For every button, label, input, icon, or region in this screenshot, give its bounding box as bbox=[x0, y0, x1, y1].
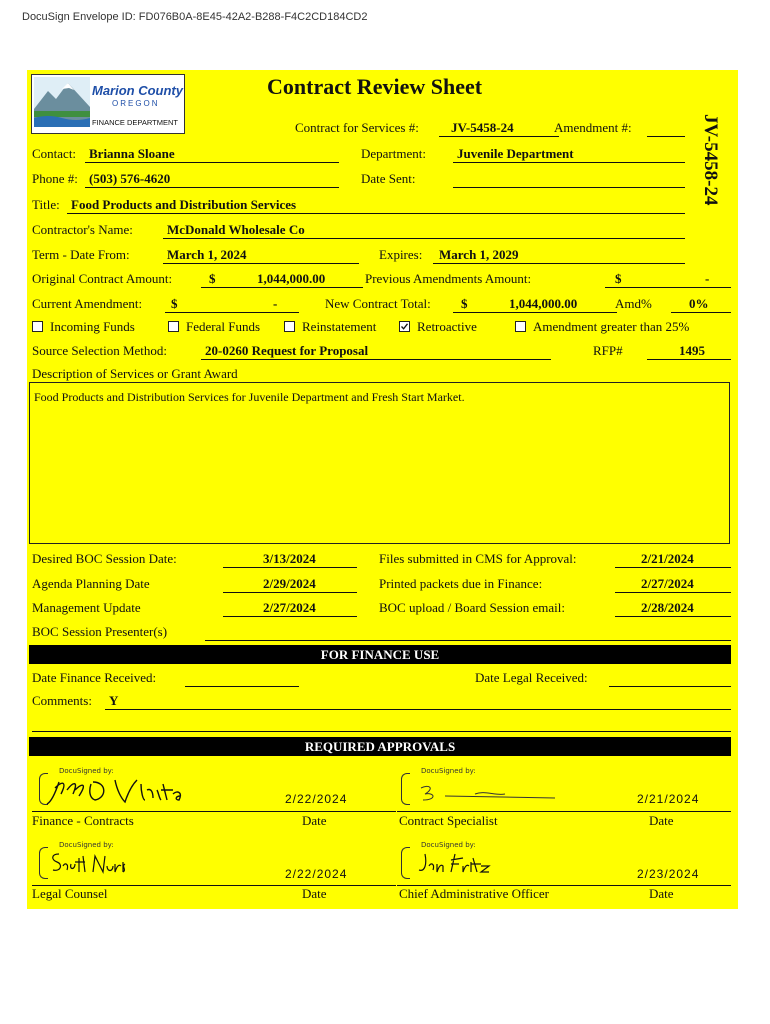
checkmark-icon bbox=[400, 322, 409, 331]
printed-packets-label: Printed packets due in Finance: bbox=[379, 576, 543, 591]
boc-upload-value[interactable]: 2/28/2024 bbox=[641, 600, 694, 615]
contractor-label: Contractor's Name: bbox=[32, 222, 133, 237]
rfp-label: RFP# bbox=[593, 343, 623, 358]
cao-date: 2/23/2024 bbox=[637, 867, 700, 881]
cms-submitted-label: Files submitted in CMS for Approval: bbox=[379, 551, 577, 566]
amd-percent-label: Amd% bbox=[615, 296, 652, 311]
original-amount-line bbox=[201, 287, 363, 288]
current-amendment-currency: $ bbox=[171, 296, 178, 311]
contact-line bbox=[85, 162, 339, 163]
contract-number-label: Contract for Services #: bbox=[295, 120, 419, 135]
source-selection-value[interactable]: 20-0260 Request for Proposal bbox=[205, 343, 369, 358]
original-amount-value[interactable]: 1,044,000.00 bbox=[257, 271, 326, 286]
rfp-line bbox=[647, 359, 731, 360]
contract-specialist-date-label: Date bbox=[649, 813, 674, 828]
signature-frame bbox=[401, 847, 410, 879]
legal-counsel-date-label: Date bbox=[302, 886, 327, 901]
boc-upload-label: BOC upload / Board Session email: bbox=[379, 600, 565, 615]
date-legal-received-label: Date Legal Received: bbox=[475, 670, 588, 685]
legal-counsel-date: 2/22/2024 bbox=[285, 867, 348, 881]
logo-state-text: OREGON bbox=[112, 99, 160, 108]
original-amount-currency: $ bbox=[209, 271, 216, 286]
contract-review-sheet bbox=[27, 70, 738, 909]
date-finance-received-line bbox=[185, 686, 299, 687]
previous-amendments-label: Previous Amendments Amount: bbox=[365, 271, 532, 286]
current-amendment-line bbox=[165, 312, 299, 313]
date-sent-line bbox=[453, 187, 685, 188]
printed-packets-line bbox=[615, 592, 731, 593]
legal-counsel-signature bbox=[49, 850, 129, 876]
marion-county-logo bbox=[31, 74, 185, 134]
comments-line-1 bbox=[105, 709, 731, 710]
required-approvals-bar: REQUIRED APPROVALS bbox=[29, 737, 731, 756]
phone-line bbox=[85, 187, 339, 188]
date-sent-label: Date Sent: bbox=[361, 171, 416, 186]
comments-value[interactable]: Y bbox=[109, 693, 119, 708]
signature-frame bbox=[401, 773, 410, 805]
previous-amendments-line bbox=[605, 287, 731, 288]
current-amendment-label: Current Amendment: bbox=[32, 296, 143, 311]
expires-line bbox=[433, 263, 685, 264]
contract-specialist-role: Contract Specialist bbox=[399, 813, 498, 828]
department-value[interactable]: Juvenile Department bbox=[457, 146, 574, 161]
retroactive-label: Retroactive bbox=[417, 319, 477, 334]
description-text: Food Products and Distribution Services for Juvenile Department and Fresh Start Market. bbox=[34, 390, 465, 404]
cao-role: Chief Administrative Officer bbox=[399, 886, 549, 901]
retroactive-checkbox[interactable] bbox=[399, 321, 410, 332]
contract-number-value: JV-5458-24 bbox=[451, 120, 514, 135]
printed-packets-value[interactable]: 2/27/2024 bbox=[641, 576, 694, 591]
original-amount-label: Original Contract Amount: bbox=[32, 271, 173, 286]
management-update-label: Management Update bbox=[32, 600, 141, 615]
logo-county-text: Marion County bbox=[92, 83, 183, 98]
contract-specialist-signature bbox=[415, 778, 565, 806]
new-total-value[interactable]: 1,044,000.00 bbox=[509, 296, 578, 311]
vertical-contract-id: JV-5458-24 bbox=[700, 114, 721, 206]
new-total-line bbox=[453, 312, 617, 313]
finance-contracts-line bbox=[32, 811, 396, 812]
contract-number-line bbox=[439, 136, 559, 137]
incoming-funds-label: Incoming Funds bbox=[50, 319, 135, 334]
date-finance-received-label: Date Finance Received: bbox=[32, 670, 157, 685]
management-update-line bbox=[223, 616, 357, 617]
contact-value[interactable]: Brianna Sloane bbox=[89, 146, 175, 161]
previous-amendments-value[interactable]: - bbox=[705, 271, 710, 286]
docusigned-label: DocuSigned by: bbox=[421, 841, 476, 849]
legal-counsel-role: Legal Counsel bbox=[32, 886, 108, 901]
description-box[interactable] bbox=[29, 382, 730, 544]
rfp-value[interactable]: 1495 bbox=[679, 343, 705, 358]
title-label: Title: bbox=[32, 197, 60, 212]
finance-use-bar: FOR FINANCE USE bbox=[29, 645, 731, 664]
expires-label: Expires: bbox=[379, 247, 423, 262]
amd-percent-line bbox=[671, 312, 731, 313]
page-title: Contract Review Sheet bbox=[267, 74, 483, 99]
new-total-label: New Contract Total: bbox=[325, 296, 431, 311]
expires-value[interactable]: March 1, 2029 bbox=[439, 247, 519, 262]
source-selection-line bbox=[201, 359, 551, 360]
boc-presenter-label: BOC Session Presenter(s) bbox=[32, 624, 168, 639]
source-selection-label: Source Selection Method: bbox=[32, 343, 168, 358]
finance-contracts-date-label: Date bbox=[302, 813, 327, 828]
amd-percent-value[interactable]: 0% bbox=[689, 296, 709, 311]
reinstatement-checkbox[interactable] bbox=[284, 321, 295, 332]
docusigned-label: DocuSigned by: bbox=[59, 767, 114, 775]
new-total-currency: $ bbox=[461, 296, 468, 311]
signature-frame bbox=[39, 847, 48, 879]
agenda-planning-value[interactable]: 2/29/2024 bbox=[263, 576, 316, 591]
department-line bbox=[453, 162, 685, 163]
comments-label: Comments: bbox=[32, 693, 92, 708]
amendment-number-label: Amendment #: bbox=[554, 120, 632, 135]
cao-signature bbox=[415, 850, 495, 876]
contract-specialist-date: 2/21/2024 bbox=[637, 792, 700, 806]
phone-value[interactable]: (503) 576-4620 bbox=[89, 171, 171, 186]
boc-presenter-line bbox=[205, 640, 731, 641]
amendment-over-25-checkbox[interactable] bbox=[515, 321, 526, 332]
boc-upload-line bbox=[615, 616, 731, 617]
boc-session-date-line bbox=[223, 567, 357, 568]
contractor-value[interactable]: McDonald Wholesale Co bbox=[167, 222, 305, 237]
cao-date-label: Date bbox=[649, 886, 674, 901]
term-value[interactable]: March 1, 2024 bbox=[167, 247, 247, 262]
incoming-funds-checkbox[interactable] bbox=[32, 321, 43, 332]
department-label: Department: bbox=[361, 146, 426, 161]
agenda-planning-line bbox=[223, 592, 357, 593]
contractor-line bbox=[163, 238, 685, 239]
boc-session-date-value[interactable]: 3/13/2024 bbox=[263, 551, 316, 566]
phone-label: Phone #: bbox=[32, 171, 78, 186]
description-label: Description of Services or Grant Award bbox=[32, 366, 238, 381]
boc-session-date-label: Desired BOC Session Date: bbox=[32, 551, 177, 566]
term-line bbox=[163, 263, 359, 264]
cms-submitted-value[interactable]: 2/21/2024 bbox=[641, 551, 694, 566]
reinstatement-label: Reinstatement bbox=[302, 319, 377, 334]
contract-specialist-line bbox=[397, 811, 731, 812]
agenda-planning-label: Agenda Planning Date bbox=[32, 576, 150, 591]
title-value[interactable]: Food Products and Distribution Services bbox=[71, 197, 297, 212]
previous-amendments-currency: $ bbox=[615, 271, 622, 286]
finance-contracts-date: 2/22/2024 bbox=[285, 792, 348, 806]
finance-contracts-role: Finance - Contracts bbox=[32, 813, 134, 828]
federal-funds-checkbox[interactable] bbox=[168, 321, 179, 332]
comments-line-2 bbox=[32, 731, 731, 732]
finance-contracts-signature bbox=[45, 776, 195, 808]
logo-dept-text: FINANCE DEPARTMENT bbox=[92, 118, 178, 127]
amendment-number-line bbox=[647, 136, 685, 137]
current-amendment-value[interactable]: - bbox=[273, 296, 278, 311]
amendment-over-25-label: Amendment greater than 25% bbox=[533, 319, 690, 334]
cms-submitted-line bbox=[615, 567, 731, 568]
docusign-envelope-id: DocuSign Envelope ID: FD076B0A-8E45-42A2-B288-F4C2CD184CD2 bbox=[22, 11, 368, 23]
docusigned-label: DocuSigned by: bbox=[421, 767, 476, 775]
date-legal-received-line bbox=[609, 686, 731, 687]
title-line bbox=[67, 213, 685, 214]
management-update-value[interactable]: 2/27/2024 bbox=[263, 600, 316, 615]
contact-label: Contact: bbox=[32, 146, 77, 161]
federal-funds-label: Federal Funds bbox=[186, 319, 261, 334]
docusigned-label: DocuSigned by: bbox=[59, 841, 114, 849]
term-label: Term - Date From: bbox=[32, 247, 130, 262]
